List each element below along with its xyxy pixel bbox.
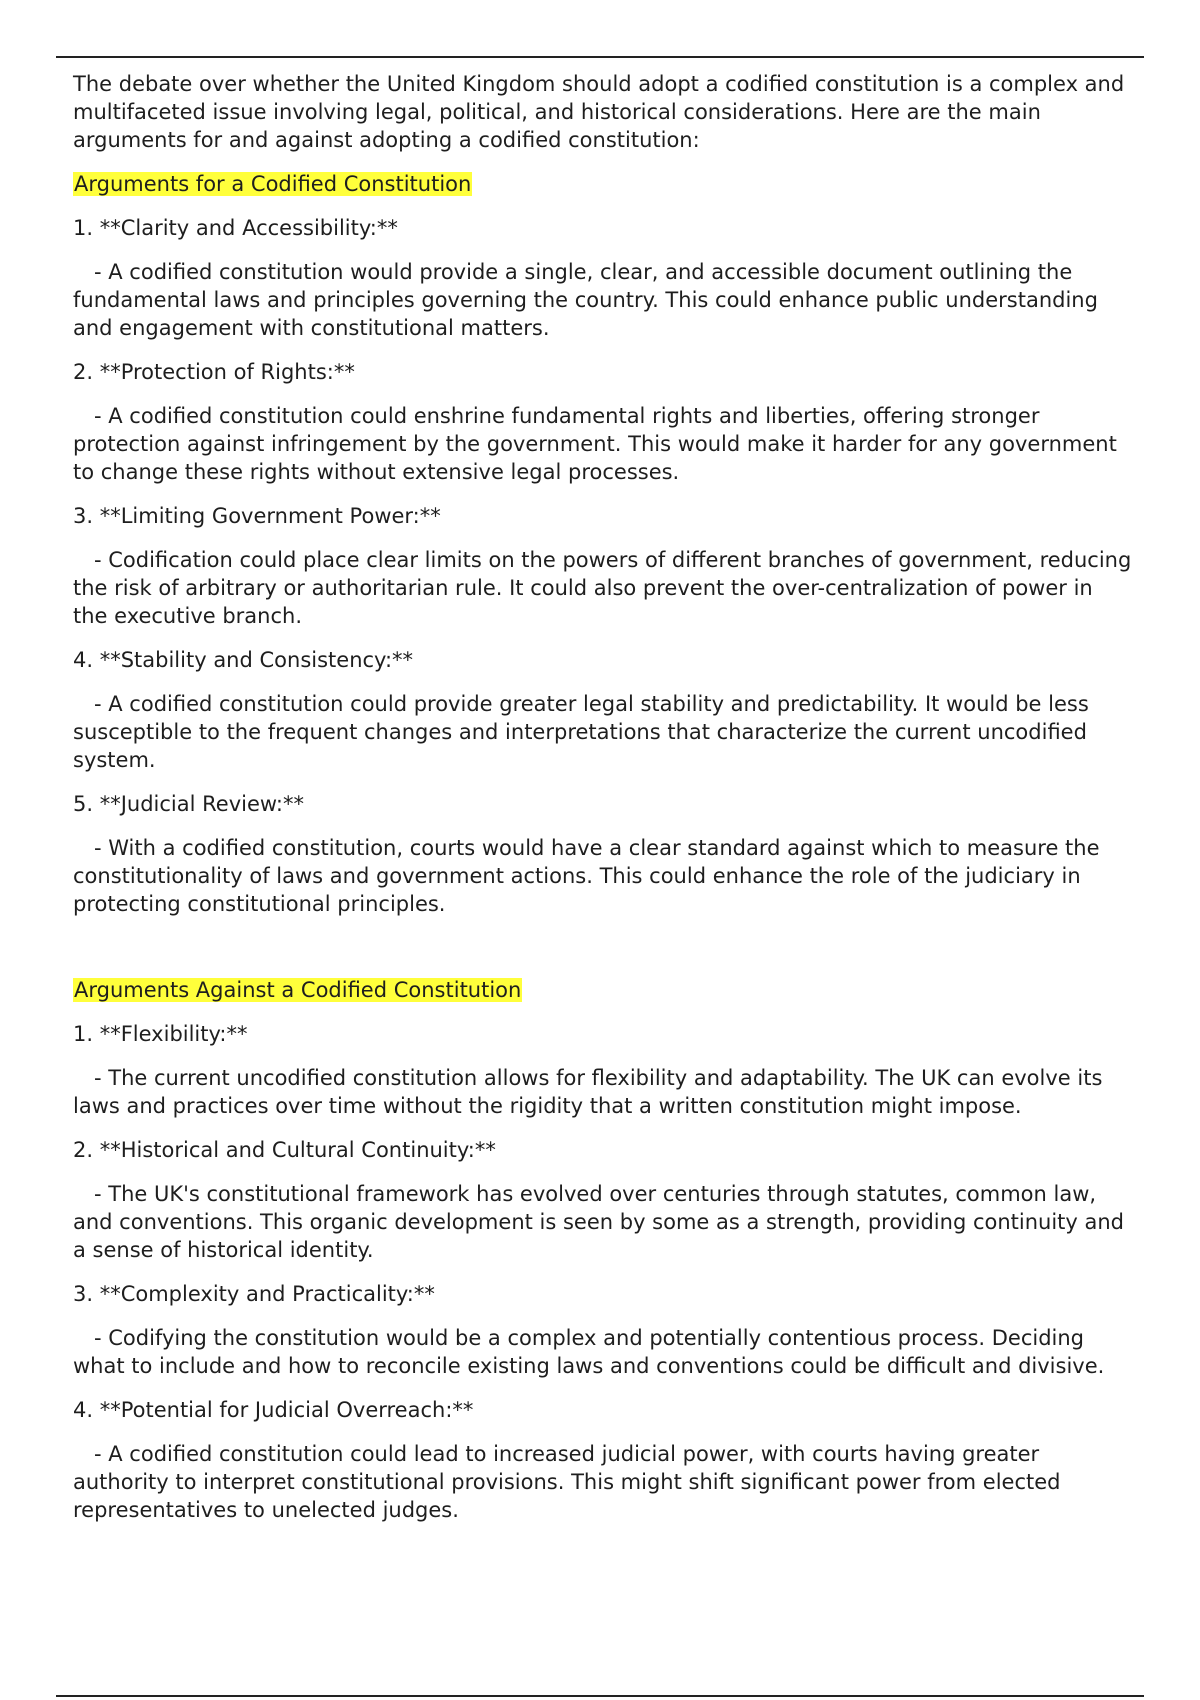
item-title: 2. **Historical and Cultural Continuity:** [73, 1138, 496, 1162]
section-against [73, 976, 1133, 1524]
section-spacer [73, 934, 1133, 976]
bottom-rule [56, 1695, 1144, 1697]
item-body: - A codified constitution could enshrine fundamental rights and liberties, offering stronger protection against infringement by the government. This would make it harder for any government to change these rights without extensive legal processes. [73, 404, 1117, 484]
item-title: 1. **Flexibility:** [73, 1022, 248, 1046]
item-title: 3. **Limiting Government Power:** [73, 504, 441, 528]
item-body: - A codified constitution would provide a single, clear, and accessible document outlining the fundamental laws and principles governing the country. This could enhance public understanding and engagement with constitutional matters. [73, 260, 1098, 340]
item-body: - The current uncodified constitution allows for flexibility and adaptability. The UK can evolve its laws and practices over time without the rigidity that a written constitution might impose. [73, 1066, 1103, 1118]
section-heading: Arguments for a Codified Constitution [74, 172, 472, 196]
item-title: 4. **Potential for Judicial Overreach:** [73, 1398, 474, 1422]
section-for [73, 170, 1133, 918]
item-title: 2. **Protection of Rights:** [73, 360, 355, 384]
item-body: - The UK's constitutional framework has evolved over centuries through statutes, common law, and conventions. This organic development is seen by some as a strength, providing continuity and a sense of historical identity. [73, 1182, 1125, 1262]
item-body: - Codification could place clear limits on the powers of different branches of government, reducing the risk of arbitrary or authoritarian rule. It could also prevent the over-centralization of power in the executive branch. [73, 548, 1132, 628]
item-title: 3. **Complexity and Practicality:** [73, 1282, 435, 1306]
item-body: - Codifying the constitution would be a complex and potentially contentious process. Deciding what to include and how to reconcile existing laws and conventions could be difficult and divisive. [73, 1326, 1105, 1378]
section-heading: Arguments Against a Codified Constitution [74, 978, 522, 1002]
item-body: - With a codified constitution, courts would have a clear standard against which to measure the constitutionality of laws and government actions. This could enhance the role of the judiciary in protecting constitutional principles. [73, 836, 1100, 916]
top-rule [56, 56, 1144, 58]
intro-paragraph: The debate over whether the United Kingdom should adopt a codified constitution is a complex and multifaceted issue involving legal, political, and historical considerations. Here are the main arguments for and against adopting a codified constitution: [73, 72, 1125, 152]
item-title: 1. **Clarity and Accessibility:** [73, 216, 398, 240]
item-body: - A codified constitution could provide greater legal stability and predictability. It would be less susceptible to the frequent changes and interpretations that characterize the current uncodified system. [73, 692, 1089, 772]
item-title: 4. **Stability and Consistency:** [73, 648, 414, 672]
item-title: 5. **Judicial Review:** [73, 792, 304, 816]
item-body: - A codified constitution could lead to increased judicial power, with courts having greater authority to interpret constitutional provisions. This might shift significant power from elected representatives to unelected judges. [73, 1442, 1061, 1522]
document-body [73, 70, 1133, 1540]
